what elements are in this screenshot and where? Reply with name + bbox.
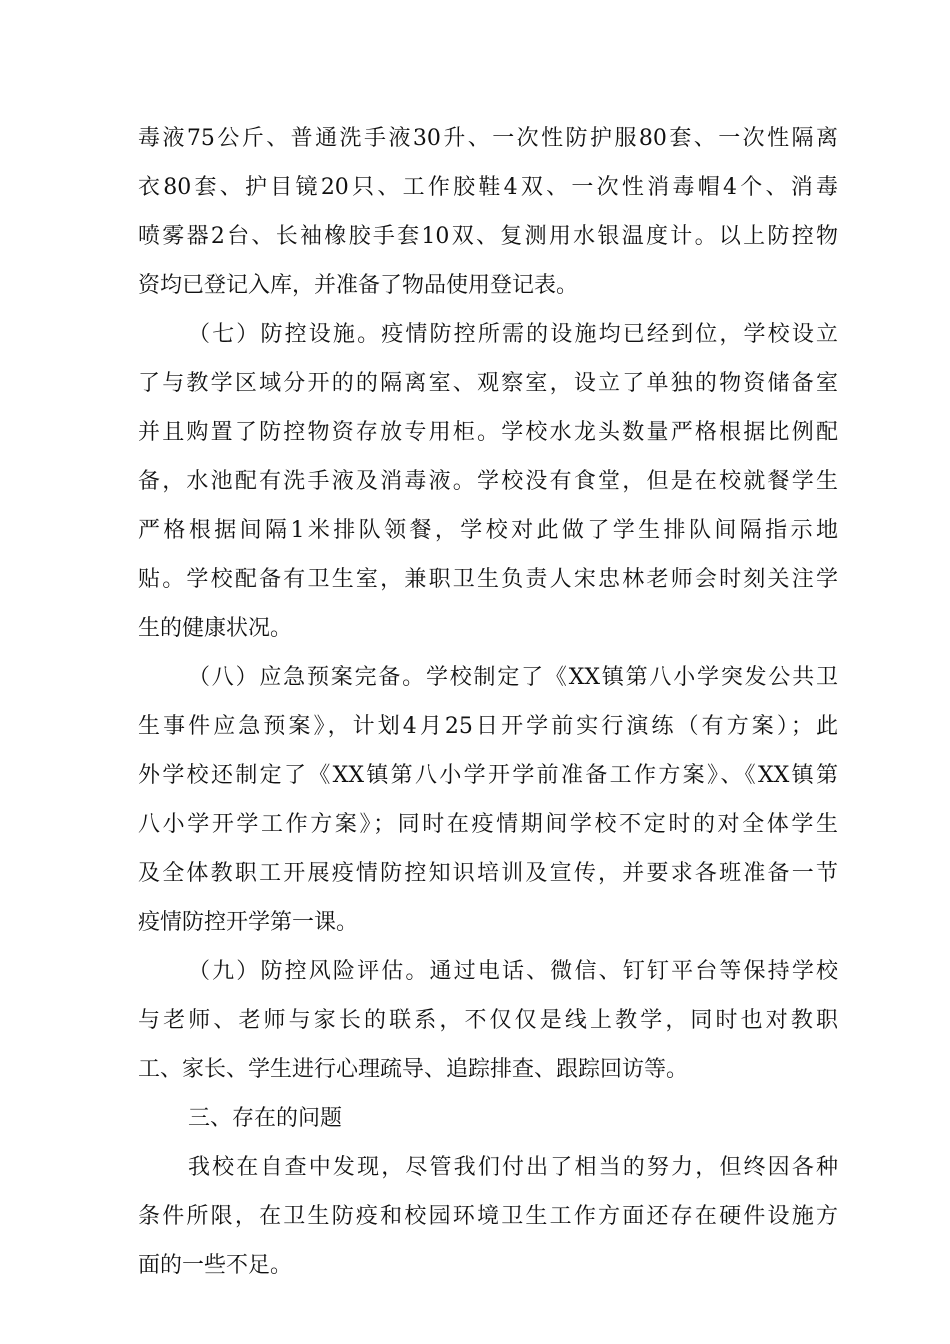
text-line: 外学校还制定了《XX镇第八小学开学前准备工作方案》、《XX镇第 [138, 763, 838, 788]
text-line: 八小学开学工作方案》；同时在疫情期间学校不定时的对全体学生 [138, 812, 838, 837]
text-line: 备，水池配有洗手液及消毒液。学校没有食堂，但是在校就餐学生 [138, 469, 838, 494]
text-line: 毒液75公斤、普通洗手液30升、一次性防护服80套、一次性隔离 [138, 126, 838, 151]
text-line: 疫情防控开学第一课。 [138, 910, 359, 935]
text-line: 面的一些不足。 [138, 1253, 293, 1278]
text-line: 及全体教职工开展疫情防控知识培训及宣传，并要求各班准备一节 [138, 861, 838, 886]
text-line: 贴。学校配备有卫生室，兼职卫生负责人宋忠林老师会时刻关注学 [138, 567, 838, 592]
text-line: 条件所限，在卫生防疫和校园环境卫生工作方面还存在硬件设施方 [138, 1204, 838, 1229]
text-line: 生的健康状况。 [138, 616, 293, 641]
text-line: 三、存在的问题 [188, 1106, 343, 1131]
text-line: 严格根据间隔1米排队领餐，学校对此做了学生排队间隔指示地 [138, 518, 838, 543]
text-line: 了与教学区域分开的的隔离室、观察室，设立了单独的物资储备室 [138, 371, 838, 396]
text-line: 我校在自查中发现，尽管我们付出了相当的努力，但终因各种 [188, 1155, 838, 1180]
text-line: 并且购置了防控物资存放专用柜。学校水龙头数量严格根据比例配 [138, 420, 838, 445]
text-line: （九）防控风险评估。通过电话、微信、钉钉平台等保持学校 [188, 959, 838, 984]
text-line: （七）防控设施。疫情防控所需的设施均已经到位，学校设立 [188, 322, 838, 347]
text-line: 资均已登记入库，并准备了物品使用登记表。 [138, 273, 579, 298]
text-line: 工、家长、学生进行心理疏导、追踪排查、跟踪回访等。 [138, 1057, 689, 1082]
text-line: （八）应急预案完备。学校制定了《XX镇第八小学突发公共卫 [188, 665, 838, 690]
text-line: 喷雾器2台、长袖橡胶手套10双、复测用水银温度计。以上防控物 [138, 224, 838, 249]
text-line: 衣80套、护目镜20只、工作胶鞋4双、一次性消毒帽4个、消毒 [138, 175, 838, 200]
text-line: 与老师、老师与家长的联系，不仅仅是线上教学，同时也对教职 [138, 1008, 838, 1033]
document-body [138, 114, 838, 1290]
text-line: 生事件应急预案》，计划4月25日开学前实行演练（有方案）；此 [138, 714, 838, 739]
